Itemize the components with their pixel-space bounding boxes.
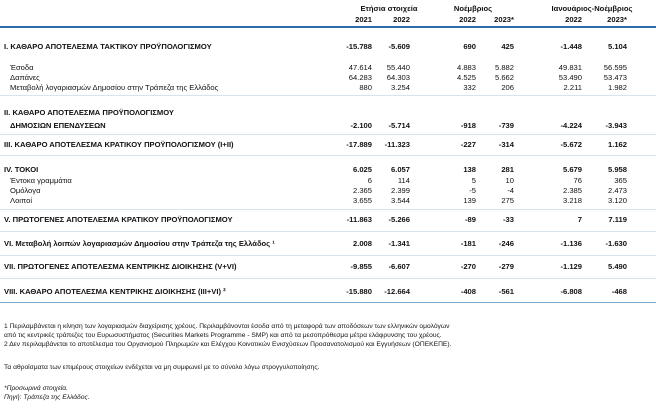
- header-group-november: Νοέμβριος: [453, 4, 493, 13]
- cell: 5.958: [607, 165, 627, 174]
- header-year: 2021: [355, 15, 372, 24]
- cell: -739: [498, 121, 514, 130]
- cell: -468: [611, 287, 627, 296]
- cell: 1.162: [607, 140, 627, 149]
- cell: 275: [501, 196, 514, 205]
- row-label: Έσοδα: [10, 63, 34, 72]
- cell: -89: [465, 215, 476, 224]
- row-label: VII. ΠΡΩΤΟΓΕΝΕΣ ΑΠΟΤΕΛΕΣΜΑ ΚΕΝΤΡΙΚΗΣ ΔΙΟΙΚΗΣΗΣ (V+VI): [4, 262, 237, 271]
- row-label: Δαπάνες: [10, 73, 40, 82]
- cell: -270: [460, 262, 476, 271]
- cell: 6: [367, 176, 372, 185]
- row-divider: [0, 255, 656, 256]
- cell: 3.120: [607, 196, 627, 205]
- row-divider: [0, 155, 656, 156]
- cell: 2.365: [352, 186, 372, 195]
- row-label: Μεταβολή λογαριασμών Δημοσίου στην Τράπεζα της Ελλάδος: [10, 83, 219, 92]
- cell: 365: [614, 176, 627, 185]
- row-label: IV. ΤΟΚΟΙ: [4, 165, 39, 174]
- cell: -5.714: [388, 121, 410, 130]
- cell: 5.662: [494, 73, 514, 82]
- row-divider: [0, 134, 656, 135]
- cell: 76: [573, 176, 582, 185]
- cell: 64.303: [386, 73, 410, 82]
- cell: -3.943: [605, 121, 627, 130]
- cell: -246: [498, 239, 514, 248]
- row-label: Ομόλογα: [10, 186, 41, 195]
- cell: -6.607: [388, 262, 410, 271]
- cell: -1.129: [560, 262, 582, 271]
- row-label: Λοιποί: [10, 196, 33, 205]
- cell: -15.788: [346, 42, 372, 51]
- row-label: II. ΚΑΘΑΡΟ ΑΠΟΤΕΛΕΣΜΑ ΠΡΟΫΠΟΛΟΓΙΣΜΟΥ: [4, 108, 174, 117]
- cell: 7.119: [608, 215, 627, 224]
- footnote: 1 Περιλαμβάνεται η κίνηση των λογαριασμών διαχείρισης χρέους. Περιλαμβάνονται έσοδα από τη μεταφορά των αποδόσεων των ελληνικών ομολόγων: [4, 323, 450, 330]
- cell: 5: [471, 176, 476, 185]
- cell: -11.323: [384, 140, 410, 149]
- cell: 880: [359, 83, 372, 92]
- row-divider: [0, 95, 656, 96]
- cell: 138: [463, 165, 476, 174]
- cell: 55.440: [386, 63, 410, 72]
- header-year: 2023*: [607, 15, 627, 24]
- cell: -408: [460, 287, 476, 296]
- cell: -5.672: [560, 140, 582, 149]
- cell: 5.490: [607, 262, 627, 271]
- footnote: Τα αθροίσματα των επιμέρους στοιχείων ενδέχεται να μη συμφωνεί με το σύνολο λόγω στρογγυλοποίησης.: [4, 364, 320, 371]
- cell: -5.609: [388, 42, 410, 51]
- cell: 2.008: [352, 239, 372, 248]
- cell: -1.341: [388, 239, 410, 248]
- provisional-note: *Προσωρινά στοιχεία.: [4, 385, 68, 392]
- row-label: I. ΚΑΘΑΡΟ ΑΠΟΤΕΛΕΣΜΑ ΤΑΚΤΙΚΟΥ ΠΡΟΫΠΟΛΟΓΙΣΜΟΥ: [4, 42, 212, 51]
- cell: -17.889: [346, 140, 372, 149]
- cell: 53.490: [558, 73, 582, 82]
- cell: -2.100: [350, 121, 372, 130]
- cell: 5.679: [562, 165, 582, 174]
- cell: -279: [498, 262, 514, 271]
- row-divider: [0, 278, 656, 279]
- header-group-jan-nov: Ιανουάριος-Νοέμβριος: [551, 4, 633, 13]
- cell: -1.630: [605, 239, 627, 248]
- cell: -561: [498, 287, 514, 296]
- cell: 1.982: [607, 83, 627, 92]
- cell: -15.880: [346, 287, 372, 296]
- cell: 2.473: [607, 186, 627, 195]
- cell: 2.385: [562, 186, 582, 195]
- header-group-annual: Ετήσια στοιχεία: [360, 4, 418, 13]
- cell: 3.544: [390, 196, 410, 205]
- cell: -6.808: [560, 287, 582, 296]
- footnote: από τις κεντρικές τράπεζες του Ευρωσυστήματος (Securities Markets Programme - SMP) και από τα μεσοπρόθεσμα μέτρα ελάφρυνσης του χρέους.: [4, 332, 442, 339]
- cell: -314: [498, 140, 514, 149]
- cell: -227: [460, 140, 476, 149]
- cell: 56.595: [603, 63, 627, 72]
- header-year: 2023*: [494, 15, 514, 24]
- cell: 4.883: [456, 63, 476, 72]
- row-label-continued: ΔΗΜΟΣΙΩΝ ΕΠΕΝΔΥΣΕΩΝ: [10, 121, 106, 130]
- cell: 206: [501, 83, 514, 92]
- cell: -1.448: [560, 42, 582, 51]
- cell: -5.266: [388, 215, 410, 224]
- cell: 5.882: [494, 63, 514, 72]
- cell: 3.218: [562, 196, 582, 205]
- cell: 281: [501, 165, 514, 174]
- cell: 47.614: [348, 63, 372, 72]
- cell: 10: [505, 176, 514, 185]
- footnote: 2 Δεν περιλαμβάνεται το αποτέλεσμα του Οργανισμού Πληρωμών και Ελέγχου Κοινοτικών Ενισχύσεων Προσανατολισμού και Εγγυήσεων (ΟΠΕΚΕΠΕ).: [4, 341, 452, 348]
- table-bottom-border: [0, 302, 656, 303]
- row-label: V. ΠΡΩΤΟΓΕΝΕΣ ΑΠΟΤΕΛΕΣΜΑ ΚΡΑΤΙΚΟΥ ΠΡΟΫΠΟΛΟΓΙΣΜΟΥ: [4, 215, 233, 224]
- cell: -181: [460, 239, 476, 248]
- row-divider: [0, 231, 656, 232]
- cell: 332: [463, 83, 476, 92]
- cell: -5: [469, 186, 476, 195]
- header-year: 2022: [459, 15, 476, 24]
- cell: 690: [463, 42, 476, 51]
- source-note: Πηγή: Τράπεζα της Ελλάδος.: [4, 394, 90, 401]
- row-label: III. ΚΑΘΑΡΟ ΑΠΟΤΕΛΕΣΜΑ ΚΡΑΤΙΚΟΥ ΠΡΟΫΠΟΛΟΓΙΣΜΟΥ (I+II): [4, 140, 234, 149]
- header-divider: [0, 26, 656, 28]
- cell: 6.057: [390, 165, 410, 174]
- row-divider: [0, 209, 656, 210]
- cell: 7: [577, 215, 582, 224]
- cell: -1.136: [560, 239, 582, 248]
- cell: 64.283: [348, 73, 372, 82]
- cell: 139: [463, 196, 476, 205]
- header-year: 2022: [393, 15, 410, 24]
- cell: 6.025: [352, 165, 372, 174]
- cell: 3.254: [390, 83, 410, 92]
- header-year: 2022: [565, 15, 582, 24]
- cell: -33: [503, 215, 514, 224]
- cell: -4.224: [560, 121, 582, 130]
- cell: 5.104: [607, 42, 627, 51]
- cell: 3.655: [352, 196, 372, 205]
- cell: 49.831: [558, 63, 582, 72]
- row-label: Έντοκα γραμμάτια: [10, 176, 72, 185]
- row-label: VIII. ΚΑΘΑΡΟ ΑΠΟΤΕΛΕΣΜΑ ΚΕΝΤΡΙΚΗΣ ΔΙΟΙΚΗΣΗΣ (III+VI) ²: [4, 287, 226, 296]
- row-label: VI. Μεταβολή λοιπών λογαριασμών Δημοσίου στην Τράπεζα της Ελλάδος ¹: [4, 239, 275, 248]
- cell: 425: [501, 42, 514, 51]
- cell: -11.863: [346, 215, 372, 224]
- cell: -12.664: [384, 287, 410, 296]
- cell: 2.399: [390, 186, 410, 195]
- cell: 4.525: [456, 73, 476, 82]
- cell: 53.473: [603, 73, 627, 82]
- cell: -4: [507, 186, 514, 195]
- cell: -918: [460, 121, 476, 130]
- cell: 114: [397, 176, 410, 185]
- cell: -9.855: [350, 262, 372, 271]
- cell: 2.211: [563, 83, 582, 92]
